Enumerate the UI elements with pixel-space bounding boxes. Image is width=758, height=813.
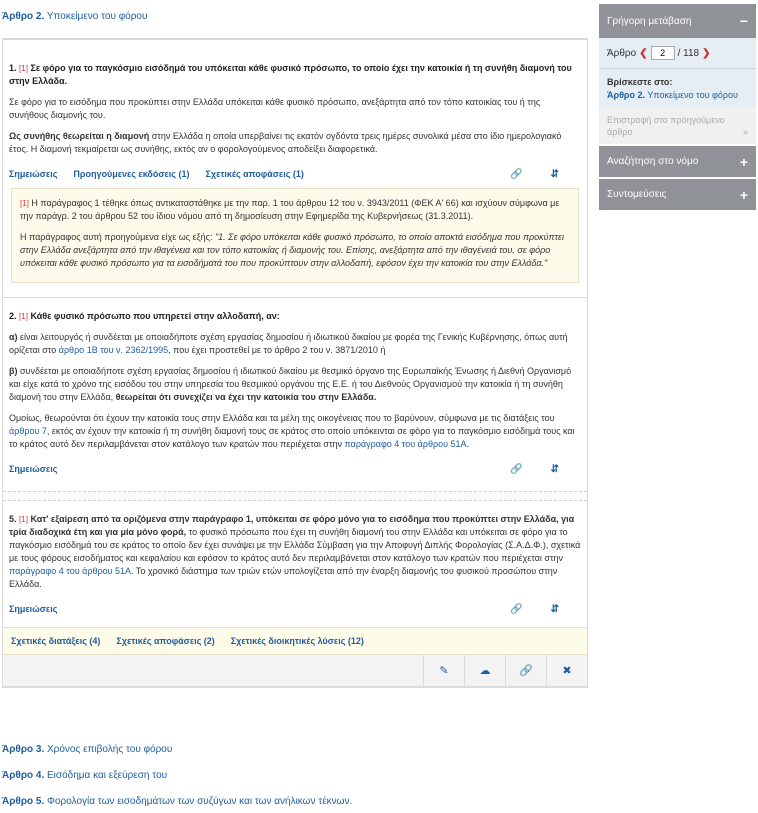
current-article-link[interactable] (2, 11, 147, 22)
article-title: Φορολογία των εισοδημάτων των συζύγων και των ανήλικων τέκνων. (47, 796, 353, 807)
tab-notes[interactable]: Σημειώσεις (9, 604, 58, 614)
text-span: το φυσικό πρόσωπο που έχει τη συνήθη διαμονή του στην Ελλάδα και υπόκειται σε φόρο για το παγκόσμιο εισόδημά του σε κράτος το οποίο δεν έχει συνάψει με την Ελλάδα Σύμβαση για την Αποφυγή Διπλής Φορολογίας (Σ.Α.Δ.Φ.), σχετικά με τους φόρους εισοδήματος και κεφαλαίου και εφόσον το κράτος αυτό δεν περιλαμβάνεται στον κατάλογο των κρατών που περιέχεται στην (9, 527, 581, 563)
link-icon[interactable]: 🔗 (505, 655, 546, 686)
item-label: α) (9, 332, 18, 342)
tab-icons (510, 604, 575, 615)
footnote-marker: [1] (20, 199, 29, 208)
law-link[interactable]: παράγραφο 4 του άρθρου 51Α (344, 439, 467, 449)
divider (599, 68, 756, 69)
back-text: Επιστροφή στο προηγούμενο άρθρο (607, 115, 725, 137)
search-in-law-title: Αναζήτηση στο νόμο (607, 156, 699, 167)
paragraph-1-lead (9, 62, 581, 88)
expand-icon[interactable]: + (739, 153, 748, 170)
law-link[interactable]: άρθρο 1Β του ν. 2362/1995 (58, 345, 169, 355)
paragraph-tabs (9, 599, 581, 619)
article-title: Υποκείμενο του φόρου (647, 90, 738, 100)
paragraph-number: 1. (9, 63, 17, 73)
paragraph-lead-text: Σε φόρο για το παγκόσμιο εισόδημά του υπόκειται κάθε φυσικό πρόσωπο, το οποίο έχει την κατοικία ή τη συνήθη διαμονή του στην Ελλάδα. (9, 63, 572, 86)
tab-related-decisions[interactable]: Σχετικές αποφάσεις (1) (205, 169, 304, 179)
text-span: . Το χρονικό διάστημα των τριών ετών υπολογίζεται από την έναρξη διαμονής του φυσικού προσώπου στην Ελλάδα. (9, 566, 558, 589)
article-toolbar (3, 655, 587, 687)
paragraph-number: 5. (9, 514, 17, 524)
quick-nav-title: Γρήγορη μετάβαση (607, 15, 692, 27)
location-label: Βρίσκεστε στο: (607, 77, 673, 87)
article-number-input[interactable] (651, 46, 675, 60)
paragraph-1 (3, 40, 587, 297)
tab-notes[interactable]: Σημειώσεις (9, 464, 58, 474)
edit-icon[interactable]: ✎ (423, 655, 464, 686)
expand-icon[interactable]: + (739, 186, 748, 203)
tab-previous-versions[interactable]: Προηγούμενες εκδόσεις (1) (73, 169, 190, 179)
text-span: στην Ελλάδα η οποία υπερβαίνει τις εκατόν ογδόντα τρεις ημέρες συνολικά μέσα στο ίδιο ημερολογιακό έτος. Η διαμονή τεκμαίρεται ως συνήθης, εκτός αν ο φορολογούμενος αποδείξει διαφορετικά. (9, 131, 562, 154)
paragraph-2 (3, 298, 587, 487)
paragraph-5 (3, 505, 587, 627)
paragraph-tabs (9, 459, 581, 479)
omitted-paragraphs-separator (3, 491, 587, 501)
footnote-marker[interactable]: [1] (19, 515, 28, 524)
text-span: Ομοίως, θεωρούνται ότι έχουν την κατοικία τους στην Ελλάδα και τα μέλη της οικογένειας που το βαρύνουν, σύμφωνα με τις διατάξεις του (9, 413, 555, 423)
related-decisions-link[interactable]: Σχετικές αποφάσεις (2) (116, 636, 215, 646)
article-body (2, 38, 588, 688)
text-span: Η παράγραφος 1 τέθηκε όπως αντικαταστάθηκε με την παρ. 1 του άρθρου 12 του ν. 3943/2011 (ΦΕΚ Α' 66) και ισχύουν σύμφωνα με την παράγρ. 2 του άρθρου 52 του ίδιου νόμου από τη δημοσίευση στην Εφημερίδα της Κυβερνήσεως (31.3.2011). (20, 198, 560, 221)
collapse-icon[interactable]: ⇵ (550, 603, 559, 615)
close-icon[interactable]: ✖ (546, 655, 587, 686)
quick-nav-body (599, 38, 756, 108)
article-label: Άρθρο (607, 47, 637, 59)
paragraph-lead-text: Κατ' εξαίρεση από τα οριζόμενα στην παράγραφο 1, υπόκειται σε φόρο μόνο για το εισόδημα που προκύπτει στην Ελλάδα, για τρία διαδοχικά έτη και για μία μόνο φορά, (9, 514, 575, 537)
tab-icons (510, 464, 575, 475)
paragraph-text (9, 130, 581, 156)
bold-phrase: Ως συνήθης θεωρείται η διαμονή (9, 131, 150, 141)
paragraph-lead-text: Κάθε φυσικό πρόσωπο που υπηρετεί στην αλλοδαπή, αν: (30, 311, 280, 321)
next-article-icon[interactable]: ❯ (702, 47, 711, 59)
link-icon[interactable]: 🔗 (510, 463, 523, 475)
notes-panel (11, 188, 579, 283)
paragraph-text: Σε φόρο για το εισόδημα που προκύπτει στην Ελλάδα υπόκειται κάθε φυσικό πρόσωπο, ανεξάρτητα από τον τόπο κατοικίας του ή της συνήθους διαμονής του. (9, 97, 541, 120)
location-link[interactable] (607, 90, 748, 100)
quoted-text: "1. Σε φόρο υπόκειται κάθε φυσικό πρόσωπο, το οποίο αποκτά εισόδημα που προκύπτει στην Ελλάδα ανεξάρτητα από την ιθαγένεια και τον τόπο κατοικίας ή διαμονής του. Επίσης, ανεξάρτητα από την ιθαγένειά του, σε φόρο υπόκειται κάθε φυσικό πρόσωπο για τα εισοδήματά του που προκύπτουν στην αλλοδαπή, εφόσον έχει την κατοικία του στην Ελλάδα." (20, 232, 564, 268)
search-in-law-header[interactable] (599, 146, 756, 177)
article-number: Άρθρο 2. (2, 11, 45, 22)
item-label: β) (9, 366, 18, 376)
note-text (20, 231, 570, 270)
law-link[interactable]: άρθρου 7 (9, 426, 47, 436)
article-number: Άρθρο 5. (2, 796, 45, 807)
shortcuts-title: Συντομεύσεις (607, 189, 667, 200)
text-span: είναι λειτουργός ή συνδέεται με οποιαδήποτε σχέση εργασίας δημοσίου ή ιδιωτικού δικαίου με φορέα της Γενικής Κυβέρνησης, όπως αυτή ορίζεται στο (9, 332, 568, 355)
paragraph-number: 2. (9, 311, 17, 321)
article-title: Χρόνος επιβολής του φόρου (47, 744, 173, 755)
article-title: Υποκείμενο του φόρου (46, 11, 148, 22)
text-span: Η παράγραφος αυτή προηγούμενα είχε ως εξής: (20, 232, 215, 242)
paragraph-tabs (9, 164, 581, 184)
cloud-download-icon[interactable]: ☁ (464, 655, 505, 686)
paragraph-text (9, 365, 581, 404)
article-number: Άρθρο 3. (2, 744, 45, 755)
back-to-previous-article (599, 108, 756, 144)
article-number: Άρθρο 2. (607, 90, 646, 100)
text-span: συνδέεται με οποιαδήποτε σχέση εργασίας δημοσίου ή ιδιωτικού δικαίου με θεσμικό όργανο της Ευρωπαϊκής Ένωσης ή Διεθνή Οργανισμό και είχε κατά το χρόνο της εισόδου του στην υπηρεσία του θεσμικού οργάνου της Ε.Ε. ή του Διεθνούς Οργανισμού την κατοικία ή τη συνήθη διαμονή του στην Ελλάδα, (9, 366, 572, 402)
bold-phrase: θεωρείται ότι συνεχίζει να έχει την κατοικία του στην Ελλάδα. (115, 392, 377, 402)
paragraph-text (9, 331, 581, 357)
next-article-link[interactable] (2, 796, 352, 807)
text-span: , εκτός αν έχουν την κατοικία ή τη συνήθη διαμονή τους σε κράτος στο οποίο υπόκεινται σε φόρο για το παγκόσμιο εισόδημά τους και το κράτος αυτό δεν περιλαμβάνεται στον κατάλογο των κρατών που περιέχεται στην (9, 426, 575, 449)
footnote-marker[interactable]: [1] (19, 312, 28, 321)
collapse-icon[interactable]: ⇵ (550, 463, 559, 475)
article-card (2, 38, 588, 688)
text-span: . (466, 439, 470, 449)
prev-article-icon[interactable]: ❮ (639, 47, 648, 59)
tab-icons (510, 169, 575, 180)
article-number: Άρθρο 4. (2, 770, 45, 781)
collapse-icon[interactable]: − (739, 13, 748, 29)
article-title: Εισόδημα και εξεύρεση του (47, 770, 168, 781)
quick-nav-header[interactable] (599, 4, 756, 38)
article-total: / 118 (677, 47, 700, 59)
note-text (20, 197, 570, 223)
footnote-marker[interactable]: [1] (19, 64, 28, 73)
tab-notes[interactable]: Σημειώσεις (9, 169, 58, 179)
link-icon[interactable]: 🔗 (510, 168, 523, 180)
paragraph-2-lead (9, 310, 581, 323)
paragraph-text (9, 513, 581, 591)
related-admin-solutions-link[interactable]: Σχετικές διοικητικές λύσεις (12) (230, 636, 364, 646)
next-article-link[interactable] (2, 770, 167, 781)
next-article-link[interactable] (2, 744, 172, 755)
sidebar (599, 4, 756, 210)
related-provisions-link[interactable]: Σχετικές διατάξεις (4) (11, 636, 101, 646)
shortcuts-header[interactable] (599, 179, 756, 210)
text-span: , που έχει προστεθεί με το άρθρο 2 του ν. 3871/2010 ή (168, 345, 386, 355)
collapse-icon[interactable]: ⇵ (550, 168, 559, 180)
chevron-right-icon: » (742, 127, 748, 137)
related-bar (3, 627, 587, 655)
law-link[interactable]: παράγραφο 4 του άρθρου 51Α (9, 566, 132, 576)
article-jump (607, 46, 748, 60)
link-icon[interactable]: 🔗 (510, 603, 523, 615)
paragraph-text (9, 412, 581, 451)
